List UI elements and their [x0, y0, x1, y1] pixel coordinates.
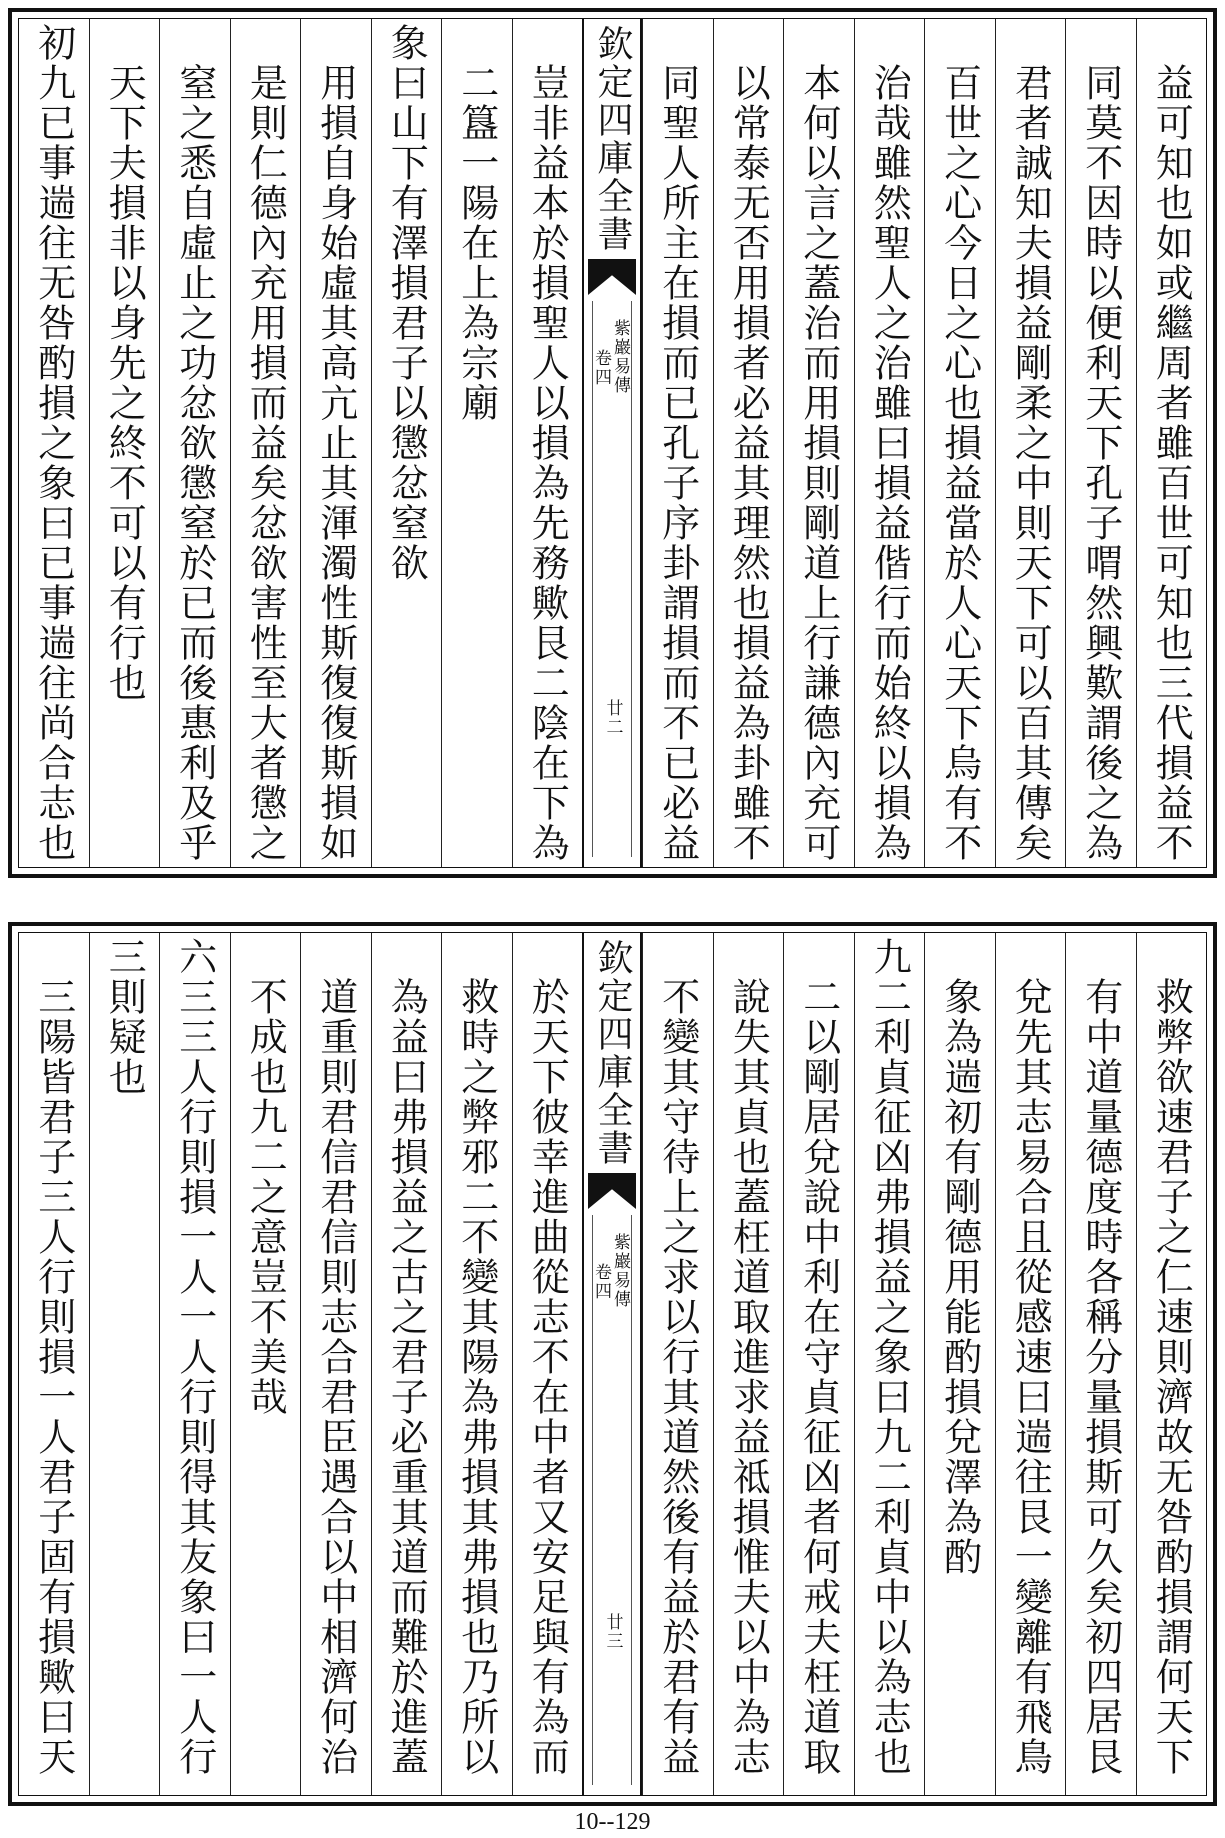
- text-column: [371, 19, 442, 867]
- column-text: 九二利貞征凶弗損益之象曰九二利貞中以為志也: [867, 937, 912, 1777]
- text-column: [371, 933, 442, 1795]
- text-column: [642, 933, 713, 1795]
- text-column: [783, 933, 854, 1795]
- text-column: [441, 19, 512, 867]
- text-column: [441, 933, 512, 1795]
- book-title: 紫巖易傳: [610, 319, 630, 395]
- column-text: 說失其貞也蓋枉道取進求益祗損惟夫以中為志: [726, 977, 771, 1777]
- column-text: 君者誠知夫損益剛柔之中則天下可以百其傳矣: [1008, 63, 1053, 863]
- volume-label: 卷四: [591, 1263, 611, 1301]
- column-text: 象曰山下有澤損君子以懲忿窒欲: [384, 23, 429, 583]
- column-text: 用損自身始虛其高亢止其渾濁性斯復復斯損如: [313, 63, 358, 863]
- text-column: [995, 933, 1066, 1795]
- column-text: 天下夫損非以身先之終不可以有行也: [102, 63, 147, 703]
- column-text: 六三三人行則損一人一人行則得其友象曰一人行: [172, 937, 217, 1777]
- collection-title: 欽定四庫全書: [592, 939, 633, 1167]
- center-column: [582, 19, 642, 867]
- text-column: [713, 19, 784, 867]
- text-column: [1136, 933, 1207, 1795]
- column-text: 同莫不因時以便利天下孔子喟然興歎謂後之為: [1078, 63, 1123, 863]
- column-text: 二簋一陽在上為宗廟: [454, 63, 499, 423]
- text-column: [89, 933, 160, 1795]
- text-column: [512, 933, 583, 1795]
- text-column: [924, 19, 995, 867]
- collection-title: 欽定四庫全書: [592, 25, 633, 253]
- center-column: [582, 933, 642, 1795]
- column-text: 百世之心今日之心也損益當於人心天下烏有不: [937, 63, 982, 863]
- text-column: [924, 933, 995, 1795]
- column-text: 象為遄初有剛德用能酌損兌澤為酌: [937, 977, 982, 1577]
- folio-number: 廿三: [602, 1613, 623, 1651]
- column-text: 窒之悉自虛止之功忿欲懲窒於已而後惠利及乎: [172, 63, 217, 863]
- text-column: [159, 933, 230, 1795]
- column-text: 治哉雖然聖人之治雖曰損益偕行而始終以損為: [867, 63, 912, 863]
- column-text: 有中道量德度時各稱分量損斯可久矣初四居艮: [1078, 977, 1123, 1777]
- text-column: [1065, 933, 1136, 1795]
- column-text: 三則疑也: [102, 937, 147, 1097]
- folio-number: 廿二: [602, 699, 623, 737]
- column-text: 不成也九二之意豈不美哉: [243, 977, 288, 1417]
- volume-label: 卷四: [591, 349, 611, 387]
- column-text: 同聖人所主在損而已孔子序卦謂損而不已必益: [655, 63, 700, 863]
- text-column: [512, 19, 583, 867]
- text-column: [300, 19, 371, 867]
- text-column: [300, 933, 371, 1795]
- half-page-lower: [8, 922, 1217, 1806]
- text-column: [19, 933, 89, 1795]
- column-text: 兌先其志易合且從感速曰遄往艮一變離有飛鳥: [1008, 977, 1053, 1777]
- text-column: [19, 19, 89, 867]
- column-text: 是則仁德內充用損而益矣忿欲害性至大者懲之: [243, 63, 288, 863]
- page-number: 10--129: [574, 1809, 651, 1835]
- column-text: 益可知也如或繼周者雖百世可知也三代損益不: [1149, 63, 1194, 863]
- text-column: [1136, 19, 1207, 867]
- text-column: [230, 933, 301, 1795]
- text-column: [854, 933, 925, 1795]
- column-frame: [18, 18, 1207, 868]
- text-column: [1065, 19, 1136, 867]
- text-column: [783, 19, 854, 867]
- text-column: [159, 19, 230, 867]
- column-text: 二以剛居兌說中利在守貞征凶者何戒夫枉道取: [796, 977, 841, 1777]
- column-text: 不變其守待上之求以行其道然後有益於君有益: [655, 977, 700, 1777]
- book-title: 紫巖易傳: [610, 1233, 630, 1309]
- text-column: [642, 19, 713, 867]
- column-frame: [18, 932, 1207, 1796]
- column-text: 救時之弊邪二不變其陽為弗損其弗損也乃所以: [454, 977, 499, 1777]
- column-text: 本何以言之蓋治而用損則剛道上行謙德內充可: [796, 63, 841, 863]
- column-text: 為益曰弗損益之古之君子必重其道而難於進蓋: [384, 977, 429, 1777]
- column-text: 豈非益本於損聖人以損為先務歟艮二陰在下為: [525, 63, 570, 863]
- fishtail-mark: [588, 1173, 636, 1209]
- column-text: 道重則君信君信則志合君臣遇合以中相濟何治: [313, 977, 358, 1777]
- text-column: [713, 933, 784, 1795]
- column-text: 於天下彼幸進曲從志不在中者又安足與有為而: [525, 977, 570, 1777]
- text-column: [89, 19, 160, 867]
- half-page-upper: [8, 8, 1217, 878]
- column-text: 救弊欲速君子之仁速則濟故无咎酌損謂何天下: [1149, 977, 1194, 1777]
- fishtail-mark: [588, 259, 636, 295]
- text-column: [854, 19, 925, 867]
- column-text: 三陽皆君子三人行則損一人君子固有損歟曰天: [31, 977, 76, 1777]
- text-column: [995, 19, 1066, 867]
- column-text: 以常泰无否用損者必益其理然也損益為卦雖不: [726, 63, 771, 863]
- column-text: 初九已事遄往无咎酌損之象曰已事遄往尚合志也: [31, 23, 76, 863]
- text-column: [230, 19, 301, 867]
